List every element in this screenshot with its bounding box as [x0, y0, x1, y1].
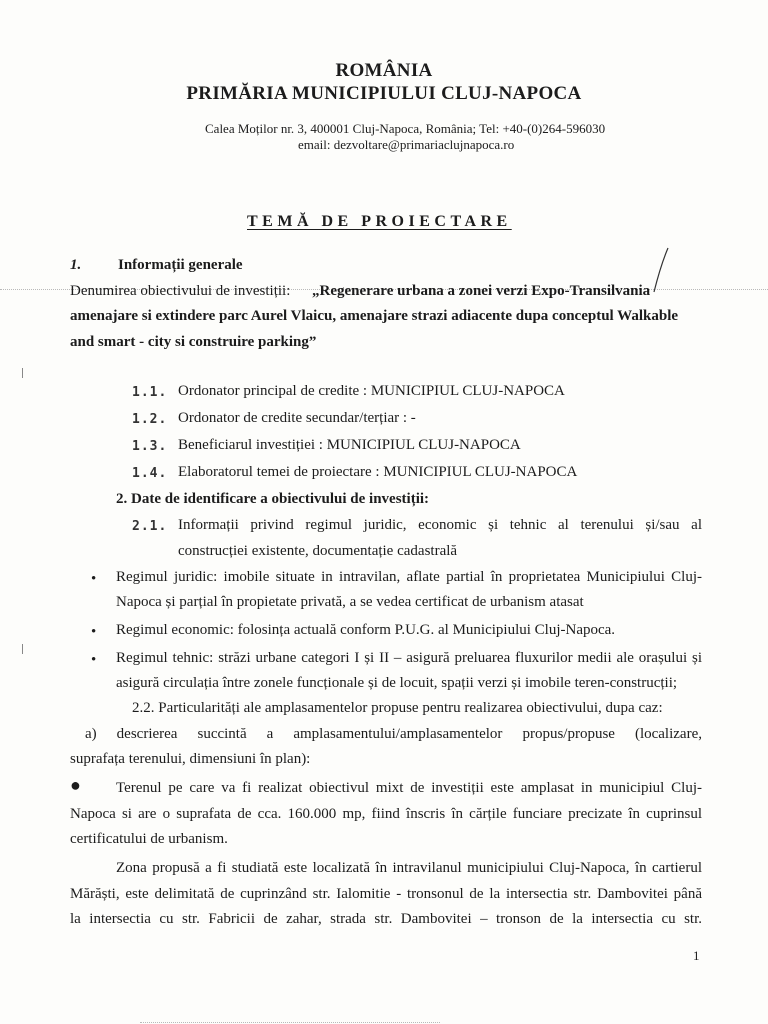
item-1-2-text: Ordonator de credite secundar/terțiar : - — [178, 410, 416, 426]
paragraph-a-line2: suprafața terenului, dimensiuni în plan): — [70, 751, 311, 767]
item-1-4-number: 1.4. — [132, 466, 168, 481]
bullet-dot-large: ● — [70, 775, 81, 795]
item-2-1-line1: Informații privind regimul juridic, economic și tehnic al terenului și/sau al — [178, 517, 702, 533]
header-email: email: dezvoltare@primariaclujnapoca.ro — [298, 137, 515, 152]
regim-tehnic-line2: asigură circulația între zonele funcționale și de locuit, spații verzi și imobile teren-construcții; — [116, 675, 678, 691]
scan-margin-mark — [22, 368, 23, 378]
scan-line — [140, 1022, 440, 1023]
zona-line2: Mărăști, este delimitată de cuprinzând str. Ialomitie - tronsonul de la intersectia str. Dambovitei până — [70, 886, 702, 902]
header-country: ROMÂNIA — [335, 60, 433, 81]
regim-juridic-line1: Regimul juridic: imobile situate in intravilan, aflate partial în proprietatea Municipiului Cluj- — [116, 569, 702, 585]
header-address: Calea Moților nr. 3, 400001 Cluj-Napoca, România; Tel: +40-(0)264-596030 — [205, 121, 606, 136]
item-1-2-number: 1.2. — [132, 412, 168, 427]
paragraph-a-line1: a) descrierea succintă a amplasamentului/amplasamentelor propus/propuse (localizare, — [85, 726, 702, 742]
item-1-1-number: 1.1. — [132, 385, 168, 400]
regim-juridic-line2: Napoca și parțial în propietate privată, a se vedea certificat de urbanism atasat — [116, 594, 584, 610]
regim-economic-line1: Regimul economic: folosința actuală conform P.U.G. al Municipiului Cluj-Napoca. — [116, 622, 616, 638]
section2-heading: 2. Date de identificare a obiectivului de investiții: — [116, 491, 430, 507]
item-1-4-text: Elaboratorul temei de proiectare : MUNICIPIUL CLUJ-NAPOCA — [178, 464, 578, 480]
regim-tehnic-line1: Regimul tehnic: străzi urbane categori I și II – asigură preluarea fluxurilor medii ale orașului și — [116, 650, 702, 666]
investment-name-line2: amenajare si extindere parc Aurel Vlaicu, amenajare strazi adiacente dupa conceptul Walkable — [70, 308, 679, 324]
header-institution: PRIMĂRIA MUNICIPIULUI CLUJ-NAPOCA — [186, 83, 582, 104]
bullet-dot: • — [91, 571, 97, 587]
item-1-1-text: Ordonator principal de credite : MUNICIPIUL CLUJ-NAPOCA — [178, 383, 565, 399]
zona-line3: la intersectia cu str. Fabricii de zahar, strada str. Dambovitei – tronson de la intersectia cu str. — [70, 911, 702, 927]
scan-margin-mark — [22, 644, 23, 654]
item-1-3-number: 1.3. — [132, 439, 168, 454]
page-number: 1 — [693, 948, 700, 963]
item-1-3-text: Beneficiarul investiției : MUNICIPIUL CLUJ-NAPOCA — [178, 437, 521, 453]
zona-line1: Zona propusă a fi studiată este localizată în intravilanul municipiului Cluj-Napoca, în cartierul — [116, 860, 702, 876]
paragraph-2-2: 2.2. Particularități ale amplasamentelor propuse pentru realizarea obiectivului, dupa caz: — [132, 700, 663, 716]
document-title: TEMĂ DE PROIECTARE — [247, 213, 512, 230]
investment-name-line1: „Regenerare urbana a zonei verzi Expo-Transilvania — [312, 283, 651, 299]
teren-line3: certificatului de urbanism. — [70, 831, 228, 847]
bullet-dot: • — [91, 652, 97, 668]
section1-title: Informații generale — [118, 257, 243, 273]
section1-number: 1. — [70, 257, 82, 273]
investment-name-line3: and smart - city si construire parking” — [70, 334, 317, 350]
teren-line1: Terenul pe care va fi realizat obiectivul mixt de investiții este amplasat in municipiul Cluj- — [116, 780, 702, 796]
investment-name-label: Denumirea obiectivului de investiții: — [70, 283, 291, 299]
teren-line2: Napoca si are o suprafata de cca. 160.000 mp, fiind înscris în cărțile funciare precizate în cuprinsul — [70, 806, 702, 822]
item-2-1-line2: construcției existente, documentație cadastrală — [178, 543, 458, 559]
bullet-dot: • — [91, 624, 97, 640]
item-2-1-number: 2.1. — [132, 519, 168, 534]
